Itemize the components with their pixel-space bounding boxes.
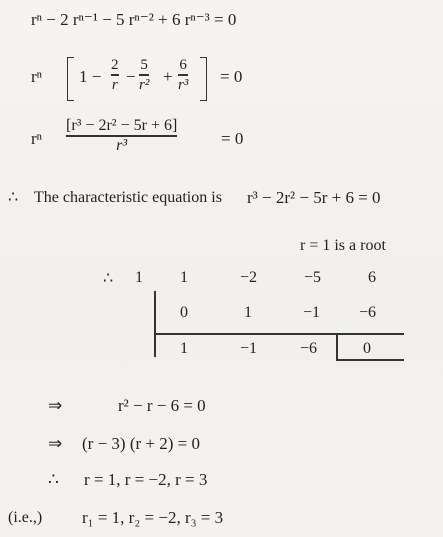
fraction-bar	[178, 74, 188, 76]
fraction-6-denominator: r³	[178, 76, 189, 93]
synthetic-row-2-col-4: −6	[359, 304, 377, 321]
characteristic-equation: r³ − 2r² − 5r + 6 = 0	[247, 188, 381, 207]
synthetic-therefore: ∴	[103, 270, 114, 287]
synthetic-row-2-col-3: −1	[303, 304, 321, 321]
equation-line-3-prefix: rⁿ	[31, 129, 43, 148]
synthetic-row-1-col-3: −5	[304, 269, 322, 286]
implies-arrow-2: ⇒	[48, 434, 63, 453]
remainder-box-left	[336, 333, 338, 360]
factored-equation: (r − 3) (r + 2) = 0	[82, 434, 200, 453]
therefore-symbol-2: ∴	[48, 470, 59, 489]
quadratic-equation: r² − r − 6 = 0	[118, 396, 206, 415]
remainder-box-bottom	[336, 359, 404, 361]
fraction-2-numerator: 2	[111, 57, 119, 73]
root-note: r = 1 is a root	[300, 237, 386, 254]
synthetic-row-1-col-2: −2	[240, 269, 258, 286]
implies-arrow-1: ⇒	[48, 396, 63, 415]
fraction-2-over-r	[111, 57, 119, 93]
characteristic-label: The characteristic equation is	[34, 189, 222, 206]
roots-equation: r = 1, r = −2, r = 3	[84, 470, 208, 489]
plus-sign: +	[163, 67, 173, 86]
synthetic-row-1-col-1: 1	[180, 269, 188, 286]
synthetic-row-3-col-4: 0	[363, 340, 371, 357]
synthetic-row-2-col-1: 0	[180, 304, 188, 321]
synthetic-row-1-col-4: 6	[368, 269, 376, 286]
synthetic-row-2-col-2: 1	[244, 304, 252, 321]
synthetic-divisor: 1	[135, 269, 143, 286]
synthetic-row-3-col-3: −6	[300, 340, 318, 357]
fraction-bar	[111, 74, 119, 76]
polynomial-numerator: [r³ − 2r² − 5r + 6]	[66, 117, 178, 134]
fraction-5-numerator: 5	[140, 57, 148, 73]
fraction-5-denominator: r²	[139, 76, 150, 93]
equation-line-2-prefix: rⁿ	[31, 67, 43, 86]
fraction-6-numerator: 6	[179, 57, 187, 73]
fraction-2-denominator: r	[111, 76, 118, 93]
minus-sign: −	[126, 67, 136, 86]
fraction-6-over-r3	[178, 57, 188, 93]
equation-line-3-rhs: = 0	[221, 129, 244, 148]
one-minus: 1 −	[79, 67, 102, 86]
synthetic-row-3-col-2: −1	[240, 340, 258, 357]
synthetic-horizontal-line	[154, 333, 404, 335]
ie-label: (i.e.,)	[8, 509, 43, 526]
fraction-5-over-r2	[139, 57, 149, 93]
polynomial-denominator: r³	[116, 136, 128, 154]
equation-line-1: rⁿ − 2 rⁿ⁻¹ − 5 rⁿ⁻² + 6 rⁿ⁻³ = 0	[31, 10, 237, 29]
synthetic-vertical-line	[154, 291, 156, 357]
indexed-roots: r₁ = 1, r₂ = −2, r₃ = 3	[82, 508, 224, 527]
therefore-symbol: ∴	[8, 189, 19, 206]
equation-line-2-rhs: = 0	[220, 67, 243, 86]
polynomial-fraction	[66, 118, 177, 154]
fraction-bar	[139, 74, 149, 76]
synthetic-row-3-col-1: 1	[180, 340, 188, 357]
